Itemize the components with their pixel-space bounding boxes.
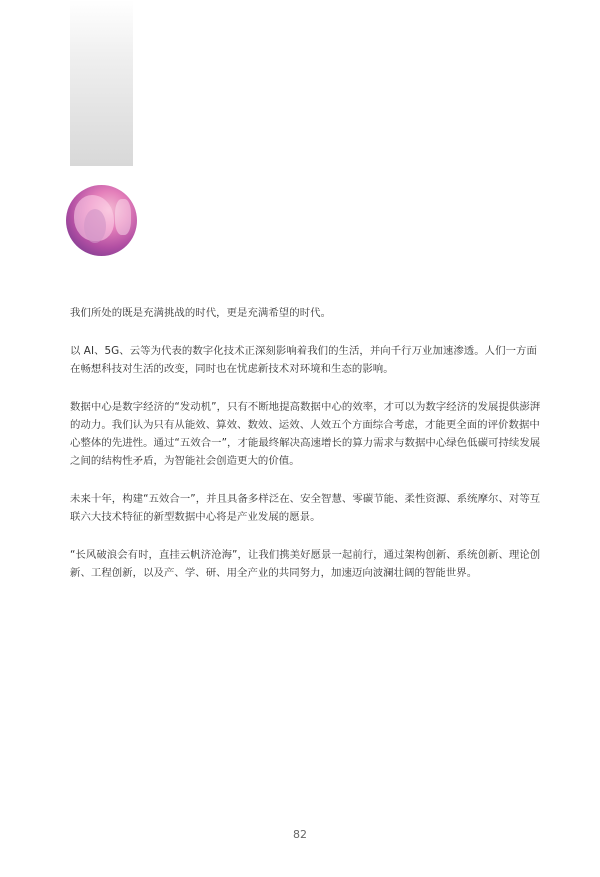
portrait-shape [115,199,131,235]
paragraph-1: 我们所处的既是充满挑战的时代，更是充满希望的时代。 [70,307,332,319]
decorative-top-bar [70,0,133,166]
body-text [70,304,542,602]
page-number: 82 [293,828,307,841]
paragraph-2: 以 AI、5G、云等为代表的数字化技术正深刻影响着我们的生活，并向千行万业加速渗透。人们一方面在畅想科技对生活的改变，同时也在忧虑新技术对环境和生态的影响。 [70,345,537,375]
author-portrait [66,185,137,256]
paragraph-4: 未来十年，构建“五效合一”，并且具备多样泛在、安全智慧、零碳节能、柔性资源、系统摩尔、对等互联六大技术特征的新型数据中心将是产业发展的愿景。 [70,493,541,523]
paragraph-5: “长风破浪会有时，直挂云帆济沧海”，让我们携美好愿景一起前行，通过架构创新、系统创新、理论创新、工程创新，以及产、学、研、用全产业的共同努力，加速迈向波澜壮阔的智能世界。 [70,549,541,579]
paragraph-3: 数据中心是数字经济的“发动机”，只有不断地提高数据中心的效率，才可以为数字经济的发展提供澎湃的动力。我们认为只有从能效、算效、数效、运效、人效五个方面综合考虑，才能更全面的评价数据中心整体的先进性。通过“五效合一”，才能最终解决高速增长的算力需求与数据中心绿色低碳可持续发展之间的结构性矛盾，为智能社会创造更大的价值。 [70,401,541,467]
portrait-shape [84,209,106,243]
